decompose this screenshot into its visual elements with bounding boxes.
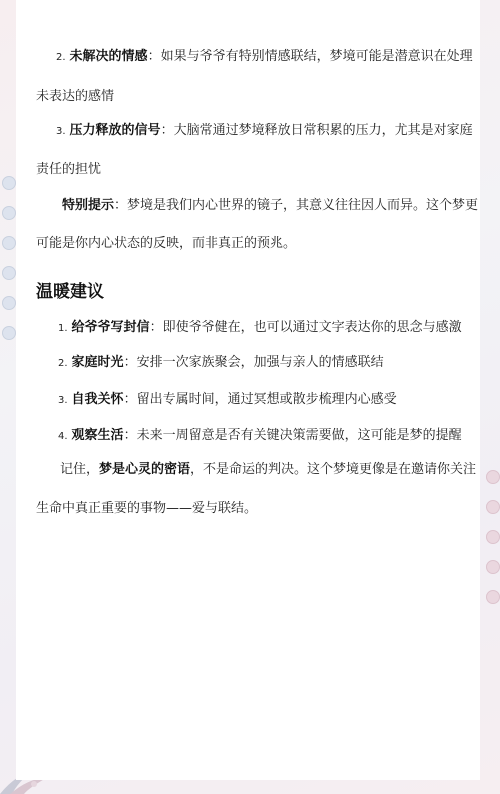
tip-label: 特别提示	[62, 198, 115, 213]
item-number: 3.	[56, 126, 66, 137]
item-number: 4.	[58, 431, 68, 442]
item-label: 未解决的情感	[69, 49, 148, 64]
item-label: 压力释放的信号	[69, 123, 161, 138]
list-item	[56, 121, 473, 142]
item-text: ：未来一周留意是否有关键决策需要做，这可能是梦的提醒	[123, 428, 462, 443]
closing-bold: 梦是心灵的密语	[99, 462, 191, 477]
dot	[2, 296, 16, 310]
item-text: ：留出专属时间，通过冥想或散步梳理内心感受	[123, 392, 397, 407]
dot	[486, 590, 500, 604]
item-label: 自我关怀	[71, 392, 124, 407]
item-label: 观察生活	[71, 428, 124, 443]
dot	[486, 470, 500, 484]
item-number: 2.	[58, 358, 68, 369]
right-decoration	[480, 0, 500, 794]
item-text: ：如果与爷爷有特别情感联结，梦境可能是潜意识在处理	[147, 49, 473, 64]
item-continuation: 未表达的感情	[36, 89, 115, 104]
dot	[2, 236, 16, 250]
item-label: 家庭时光	[71, 355, 124, 370]
item-text: ：即使爷爷健在，也可以通过文字表达你的思念与感激	[149, 320, 462, 335]
closing-post: ，不是命运的判决。这个梦境更像是在邀请你关注	[190, 462, 477, 477]
item-continuation: 责任的担忧	[36, 162, 102, 177]
article-card	[16, 0, 480, 780]
dot	[486, 560, 500, 574]
item-number: 3.	[58, 395, 68, 406]
item-label: 给爷爷写封信	[71, 320, 150, 335]
list-item	[58, 318, 462, 339]
item-number: 2.	[56, 52, 66, 63]
dot	[486, 500, 500, 514]
section-heading: 温暖建议	[36, 282, 104, 302]
special-tip	[62, 196, 478, 216]
closing-paragraph	[60, 460, 476, 480]
item-text: ：安排一次家族聚会，加强与亲人的情感联结	[123, 355, 384, 370]
list-item	[58, 390, 397, 411]
list-item	[58, 353, 384, 374]
tip-continuation: 可能是你内心状态的反映，而非真正的预兆。	[36, 236, 297, 251]
dot	[2, 176, 16, 190]
list-item	[56, 47, 473, 68]
tip-text: ：梦境是我们内心世界的镜子，其意义往往因人而异。这个梦更	[114, 198, 479, 213]
closing-pre: 记住，	[60, 462, 100, 477]
dot	[2, 266, 16, 280]
dot	[486, 530, 500, 544]
dot	[2, 326, 16, 340]
list-item	[58, 426, 462, 447]
dot	[2, 206, 16, 220]
closing-continuation: 生命中真正重要的事物——爱与联结。	[36, 501, 258, 516]
item-number: 1.	[58, 323, 68, 334]
item-text: ：大脑常通过梦境释放日常积累的压力，尤其是对家庭	[160, 123, 473, 138]
